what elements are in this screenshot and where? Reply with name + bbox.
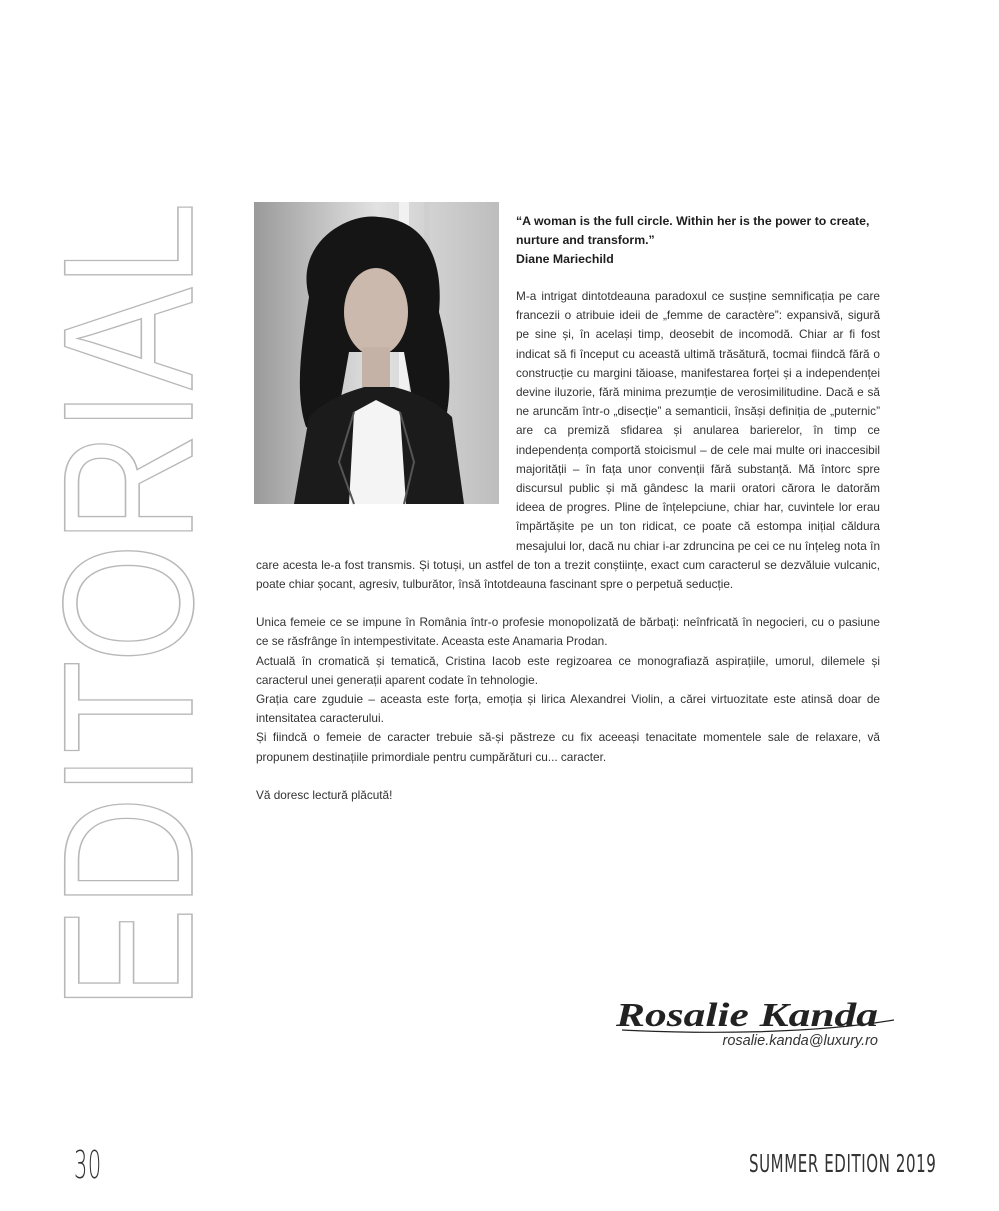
paragraph-intro: M-a intrigat dintotdeauna paradoxul ce susține semnificația pe care francezii o atribuie ideii de „femme de caractère”: expansivă, sigură pe sine și, în același timp, deosebit de incomodă. Chiar ar fi fost indicat să fi început cu această ultimă trăsătură, tocmai fiindcă fără o construcție cu margini tăioase, manifestarea forței și a independenței devine iluzorie, fără minima prezumție de verosimilitudine. Dacă e să ne aruncăm într-o „disecție” a semanticii, însăși definiția de „puternic” are ca premiză sfidarea și anularea barierelor, în timp ce independența comportă stoicismul – de cele mai multe ori inaccesibil majorității – în fața unor convenții fără substanță. Mă întorc spre discursul public și mă gândesc la marii oratori cărora le datorăm ideea de progres. Pline de înțelepciune, chiar har, cuvintele lor erau împărtășite pe un ton ridicat, ce poate că estompa inițial căldura mesajului lor, dacă nu chiar i-ar zdruncina pe cei ce nu înțeleg nota în care acesta le-a fost transmis. Și totuși, un astfel de ton a trezit conștiințe, exact cum caracterul se dezvăluie vulcanic, poate chiar șocant, agresiv, tulburător, însă întotdeauna fascinant spre o perpetuă seducție. (256, 289, 880, 592)
author-signature (612, 990, 902, 1038)
quote-line-2: nurture and transform.” (516, 233, 655, 247)
paragraph-anamaria-prodan: Unica femeie ce se impune în România într-o profesie monopolizată de bărbați: neînfricată în negocieri, cu o pasiune ce se răsfrânge în intempestivitate. Aceasta este Anamaria Prodan. (256, 615, 880, 649)
quote-author: Diane Mariechild (516, 252, 614, 266)
editorial-body (256, 287, 880, 805)
edition-label: SUMMER EDITION 2019 (748, 1149, 936, 1178)
page-number: 30 (74, 1143, 102, 1187)
author-email[interactable]: rosalie.kanda@luxury.ro (722, 1033, 878, 1049)
svg-text:Rosalie Kanda: Rosalie Kanda (614, 997, 878, 1034)
section-title: EDITORIAL (26, 36, 232, 1010)
section-title-vertical (26, 36, 232, 1015)
epigraph-quote (516, 212, 881, 269)
paragraph-cristina-iacob: Actuală în cromatică și tematică, Cristina Iacob este regizoarea ce monografiază aspirațiile, umorul, dilemele și caracterul unei generații aparent codate în tehnologie. (256, 653, 880, 687)
photo-wrap-space (256, 287, 516, 541)
paragraph-closing: Vă doresc lectură plăcută! (256, 787, 393, 802)
paragraph-shopping: Și fiindcă o femeie de caracter trebuie să-și păstreze cu fix aceeași tenacitate momentele sale de relaxare, vă propunem destinațiile primordiale pentru cumpărături cu... caracter. (256, 730, 880, 764)
quote-line-1: “A woman is the full circle. Within her is the power to create, (516, 214, 870, 228)
paragraph-alexandra-violin: Grația care zguduie – aceasta este forța, emoția și lirica Alexandrei Violin, a cărei virtuozitate este atinsă doar de intensitatea caracterului. (256, 692, 880, 726)
